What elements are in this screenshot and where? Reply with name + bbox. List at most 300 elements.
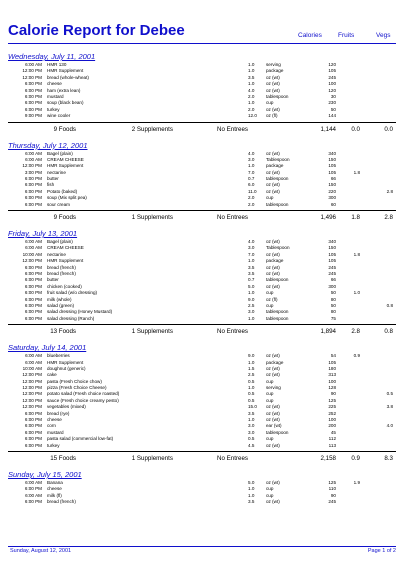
entry-unit: oz (wt) [266, 365, 280, 371]
day-title: Saturday, July 14, 2001 [8, 343, 87, 353]
entry-quantity: 1.0 [248, 100, 255, 106]
summary-vegs: 0.0 [384, 125, 393, 133]
entry-quantity: 0.5 [248, 397, 255, 403]
entry-quantity: 2.0 [248, 106, 255, 112]
entry-quantity: 4.5 [248, 442, 255, 448]
entry-calories: 230 [328, 100, 336, 106]
entry-unit: serving [266, 385, 281, 391]
entry-food: salad (green) [47, 302, 75, 308]
entry-calories: 80 [330, 309, 336, 315]
entry-food: sour cream [47, 201, 70, 207]
entry-food: butter [47, 277, 59, 283]
entry-unit: oz (wt) [266, 442, 280, 448]
entry-food: HMR Supplement [47, 68, 84, 74]
entry-calories: 125 [328, 479, 336, 485]
entry-quantity: 2.5 [248, 372, 255, 378]
summary-calories: 2,158 [320, 454, 336, 462]
entry-food: milk (fl) [47, 492, 62, 498]
day-summary [8, 211, 396, 225]
entry-calories: 150 [328, 245, 336, 251]
entry-time: 12:00 PM [22, 397, 42, 403]
day-title: Friday, July 13, 2001 [8, 229, 78, 239]
entry-quantity: 3.5 [248, 264, 255, 270]
entry-time: 6:00 PM [24, 410, 42, 416]
entry-unit: oz (wt) [266, 182, 280, 188]
entry-unit: Tablespoon [266, 245, 290, 251]
entry-food: HMR Supplement [47, 359, 84, 365]
entry-unit: oz (wt) [266, 87, 280, 93]
entry-quantity: 3.5 [248, 499, 255, 505]
entry-time: 9:00 PM [24, 113, 42, 119]
entry-food: pasta salad (commercial low-fat) [47, 436, 114, 442]
entry-fruits: 0.9 [353, 353, 360, 359]
entry-time: 6:00 PM [24, 182, 42, 188]
entry-unit: cup [266, 302, 274, 308]
entry-quantity: 15.0 [248, 404, 257, 410]
entry-calories: 90 [330, 391, 336, 397]
entry-food: turkey [47, 442, 60, 448]
day-section [8, 343, 396, 466]
entry-unit: oz (wt) [266, 264, 280, 270]
entry-vegs: 4.0 [386, 423, 393, 429]
entry-quantity: 12.0 [248, 113, 257, 119]
food-entry-row [8, 113, 396, 119]
entry-quantity: 1.5 [248, 365, 255, 371]
entry-calories: 245 [328, 499, 336, 505]
entry-calories: 105 [328, 251, 336, 257]
entry-time: 6:00 AM [25, 492, 42, 498]
entry-time: 6:00 AM [25, 479, 42, 485]
entry-food: vegetables (mixed) [47, 404, 86, 410]
entry-unit: oz (wt) [266, 410, 280, 416]
entry-unit: oz (fl) [266, 113, 278, 119]
entry-calories: 150 [328, 182, 336, 188]
day-title: Thursday, July 12, 2001 [8, 140, 88, 150]
entry-unit: cup [266, 290, 274, 296]
entry-unit: ear (wt) [266, 423, 282, 429]
entry-time: 6:00 PM [24, 436, 42, 442]
entry-quantity: 6.0 [248, 182, 255, 188]
entry-unit: package [266, 163, 284, 169]
entry-calories: 313 [328, 372, 336, 378]
entry-quantity: 4.0 [248, 239, 255, 245]
entry-unit: oz (wt) [266, 372, 280, 378]
entry-food: doughnut (generic) [47, 365, 86, 371]
entry-quantity: 1.0 [248, 290, 255, 296]
entry-food: bread (whole-wheat) [47, 74, 89, 80]
entry-food: cake [47, 372, 57, 378]
entry-unit: cup [266, 100, 274, 106]
summary-vegs: 2.8 [384, 214, 393, 222]
entry-food: bread (rye) [47, 410, 70, 416]
entry-quantity: 9.0 [248, 353, 255, 359]
entry-food: pasta (Fresh Choice chow) [47, 378, 102, 384]
entry-food: cheese [47, 81, 62, 87]
entry-unit: cup [266, 391, 274, 397]
entry-unit: oz (wt) [266, 106, 280, 112]
entry-quantity: 9.0 [248, 296, 255, 302]
entry-time: 12:00 PM [22, 385, 42, 391]
entry-unit: oz (wt) [266, 270, 280, 276]
entry-food: fruit salad (w/o dressing) [47, 290, 98, 296]
entry-vegs: 0.8 [386, 302, 393, 308]
summary-fruits: 2.8 [351, 328, 360, 336]
entry-time: 6:00 PM [24, 87, 42, 93]
entry-unit: oz (wt) [266, 169, 280, 175]
entry-unit: oz (wt) [266, 251, 280, 257]
entry-vegs: 0.5 [386, 391, 393, 397]
entry-calories: 105 [328, 359, 336, 365]
entry-time: 6:00 PM [24, 81, 42, 87]
entry-time: 6:00 PM [24, 195, 42, 201]
entry-food: CREAM CHEESE [47, 245, 84, 251]
entry-quantity: 3.5 [248, 410, 255, 416]
entry-food: milk (whole) [47, 296, 72, 302]
entry-time: 6:00 PM [24, 100, 42, 106]
entry-calories: 128 [328, 385, 336, 391]
entry-time: 12:00 PM [22, 391, 42, 397]
entry-time: 6:00 PM [24, 499, 42, 505]
summary-calories: 1,144 [320, 125, 336, 133]
entry-calories: 80 [330, 296, 336, 302]
entry-calories: 120 [328, 62, 336, 67]
entry-calories: 150 [328, 156, 336, 162]
entry-calories: 110 [328, 486, 336, 492]
entry-calories: 225 [328, 404, 336, 410]
entry-calories: 45 [330, 429, 336, 435]
entry-food: salad dressing (Ranch) [47, 315, 95, 321]
entry-fruits: 1.0 [353, 290, 360, 296]
entry-food: mustard [47, 93, 64, 99]
entry-quantity: 5.0 [248, 283, 255, 289]
entry-unit: Tablespoon [266, 156, 290, 162]
summary-fruits: 0.0 [351, 125, 360, 133]
entry-food: bread (french) [47, 270, 76, 276]
entry-food: pizza (Fresh Choice Cheese) [47, 385, 107, 391]
entry-time: 6:00 AM [25, 353, 42, 359]
entry-unit: oz (wt) [266, 283, 280, 289]
entry-quantity: 7.0 [248, 169, 255, 175]
entry-food: nectarine [47, 169, 66, 175]
entry-fruits: 1.8 [353, 169, 360, 175]
entry-unit: tablespoon [266, 429, 289, 435]
entry-time: 6:00 PM [24, 270, 42, 276]
entry-unit: tablespoon [266, 93, 289, 99]
entry-time: 6:00 AM [25, 359, 42, 365]
entry-calories: 113 [328, 442, 336, 448]
entry-time: 12:00 PM [22, 74, 42, 80]
entry-food: Bagel (plain) [47, 239, 73, 245]
entry-unit: oz (wt) [266, 499, 280, 505]
entry-time: 10:00 AM [22, 365, 42, 371]
entry-quantity: 1.0 [248, 81, 255, 87]
entry-time: 6:00 PM [24, 302, 42, 308]
entry-quantity: 11.0 [248, 188, 257, 194]
entry-calories: 252 [328, 410, 336, 416]
entry-time: 6:00 AM [25, 62, 42, 67]
entry-calories: 120 [328, 87, 336, 93]
day-summary [8, 452, 396, 466]
entry-calories: 340 [328, 239, 336, 245]
entry-unit: tablespoon [266, 176, 289, 182]
summary-foods: 9 Foods [53, 214, 76, 222]
entry-calories: 90 [330, 492, 336, 498]
fruits-column-header: Fruits [338, 32, 355, 39]
entry-unit: oz (wt) [266, 404, 280, 410]
entry-quantity: 2.0 [248, 201, 255, 207]
entry-calories: 245 [328, 74, 336, 80]
summary-calories: 1,496 [320, 214, 336, 222]
entry-quantity: 3.0 [248, 156, 255, 162]
entry-calories: 105 [328, 169, 336, 175]
entry-time: 12:00 PM [22, 68, 42, 74]
report-header [8, 22, 396, 44]
entry-calories: 300 [328, 195, 336, 201]
day-summary [8, 123, 396, 137]
entry-quantity: 3.0 [248, 429, 255, 435]
entry-quantity: 0.7 [248, 176, 255, 182]
entry-fruits: 1.9 [353, 479, 360, 485]
entry-time: 6:00 PM [24, 417, 42, 423]
entry-quantity: 1.0 [248, 486, 255, 492]
entry-unit: oz (wt) [266, 417, 280, 423]
day-section [8, 52, 396, 137]
summary-foods: 15 Foods [50, 454, 76, 462]
entry-unit: tablespoon [266, 201, 289, 207]
entry-calories: 54 [330, 353, 336, 359]
entry-time: 6:00 PM [24, 201, 42, 207]
entry-unit: tablespoon [266, 309, 289, 315]
entry-time: 10:00 AM [22, 251, 42, 257]
entry-food: mustard [47, 429, 64, 435]
entry-calories: 60 [330, 201, 336, 207]
entry-food: Banana [47, 479, 63, 485]
entry-time: 6:00 AM [25, 245, 42, 251]
entry-time: 12:00 PM [22, 258, 42, 264]
entry-calories: 66 [330, 277, 336, 283]
entry-calories: 100 [328, 81, 336, 87]
entry-calories: 112 [328, 436, 336, 442]
entry-food: chicken (cooked) [47, 283, 82, 289]
entry-calories: 50 [330, 290, 336, 296]
entry-unit: cup [266, 492, 274, 498]
entry-food: wine cooler [47, 113, 71, 119]
entry-calories: 75 [330, 315, 336, 321]
entry-calories: 220 [328, 188, 336, 194]
entry-time: 12:00 PM [22, 163, 42, 169]
entry-food: potato salad (Fresh choice roasted) [47, 391, 120, 397]
day-summary [8, 325, 396, 339]
entry-calories: 245 [328, 264, 336, 270]
entry-unit: cup [266, 436, 274, 442]
entry-food: soup (Mix split pea) [47, 195, 87, 201]
entry-calories: 144 [328, 113, 336, 119]
entry-vegs: 3.8 [386, 404, 393, 410]
entry-quantity: 4.0 [248, 150, 255, 156]
entry-time: 6:00 AM [25, 156, 42, 162]
entry-unit: oz (wt) [266, 353, 280, 359]
entry-food: Potato (baked) [47, 188, 78, 194]
entry-unit: cup [266, 486, 274, 492]
entry-time: 12:00 PM [22, 378, 42, 384]
entry-unit: oz (wt) [266, 479, 280, 485]
entry-food: bread (french) [47, 264, 76, 270]
entry-quantity: 7.0 [248, 251, 255, 257]
entry-time: 12:00 PM [22, 404, 42, 410]
entry-food: fish [47, 182, 55, 188]
entry-quantity: 1.0 [248, 258, 255, 264]
entry-time: 6:00 PM [24, 296, 42, 302]
page-number: Page 1 of 2 [367, 548, 396, 554]
entry-quantity: 1.0 [248, 385, 255, 391]
entry-time: 12:00 PM [22, 372, 42, 378]
summary-supplements: 1 Supplements [131, 454, 173, 462]
entry-calories: 125 [328, 397, 336, 403]
entry-time: 6:00 PM [24, 290, 42, 296]
summary-fruits: 1.8 [351, 214, 360, 222]
summary-supplements: 2 Supplements [131, 125, 173, 133]
entry-quantity: 0.7 [248, 277, 255, 283]
entry-unit: package [266, 359, 284, 365]
entry-calories: 300 [328, 283, 336, 289]
entry-quantity: 1.0 [248, 492, 255, 498]
entry-time: 6:00 PM [24, 188, 42, 194]
entry-time: 6:00 PM [24, 277, 42, 283]
entry-unit: cup [266, 195, 274, 201]
entry-calories: 100 [328, 378, 336, 384]
entry-time: 6:00 PM [24, 309, 42, 315]
vegs-column-header: Vegs [376, 32, 391, 39]
entry-food: turkey [47, 106, 60, 112]
entry-unit: oz (wt) [266, 239, 280, 245]
entry-food: cheese [47, 417, 62, 423]
entry-food: butter [47, 176, 59, 182]
summary-entrees: No Entrees [217, 125, 248, 133]
entry-fruits: 1.8 [353, 251, 360, 257]
entry-unit: oz (wt) [266, 81, 280, 87]
entry-calories: 66 [330, 176, 336, 182]
entry-quantity: 0.5 [248, 436, 255, 442]
entry-quantity: 2.5 [248, 302, 255, 308]
entry-time: 6:00 PM [24, 106, 42, 112]
entry-time: 6:00 PM [24, 442, 42, 448]
entry-quantity: 3.5 [248, 270, 255, 276]
entry-food: salad dressing (Honey Mustard) [47, 309, 113, 315]
entry-calories: 50 [330, 302, 336, 308]
entry-time: 6:00 AM [25, 150, 42, 156]
day-section [8, 229, 396, 339]
entry-food: cheese [47, 486, 62, 492]
entry-quantity: 0.5 [248, 391, 255, 397]
entry-unit: serving [266, 62, 281, 67]
entry-time: 6:00 PM [24, 93, 42, 99]
entry-food: bread (french) [47, 499, 76, 505]
entry-quantity: 3.0 [248, 245, 255, 251]
summary-fruits: 0.9 [351, 454, 360, 462]
entry-calories: 50 [330, 106, 336, 112]
entry-quantity: 3.0 [248, 309, 255, 315]
summary-supplements: 1 Supplements [131, 328, 173, 336]
entry-quantity: 4.0 [248, 87, 255, 93]
entry-time: 6:00 PM [24, 429, 42, 435]
entry-unit: oz (wt) [266, 150, 280, 156]
entry-unit: oz (wt) [266, 188, 280, 194]
entry-unit: cup [266, 378, 274, 384]
entry-time: 6:00 PM [24, 486, 42, 492]
summary-entrees: No Entrees [217, 214, 248, 222]
day-section [8, 470, 396, 506]
entry-food: blueberries [47, 353, 70, 359]
entry-food: Bagel (plain) [47, 150, 73, 156]
entry-calories: 245 [328, 270, 336, 276]
day-title: Wednesday, July 11, 2001 [8, 52, 96, 61]
entry-food: HMR Supplement [47, 163, 84, 169]
entry-time: 6:00 PM [24, 264, 42, 270]
entry-unit: oz (wt) [266, 74, 280, 80]
entry-food: nectarine [47, 251, 66, 257]
entry-quantity: 3.5 [248, 74, 255, 80]
entry-quantity: 2.0 [248, 93, 255, 99]
entry-vegs: 2.8 [386, 188, 393, 194]
entry-food: HMR Supplement [47, 258, 84, 264]
food-entry-row [8, 499, 396, 505]
summary-entrees: No Entrees [217, 328, 248, 336]
entry-calories: 100 [328, 417, 336, 423]
entry-food: corn [47, 423, 56, 429]
entry-time: 6:00 AM [25, 239, 42, 245]
footer-divider [8, 546, 396, 547]
entry-quantity: 1.0 [248, 417, 255, 423]
report-body [8, 52, 396, 510]
summary-foods: 9 Foods [53, 125, 76, 133]
entry-calories: 105 [328, 163, 336, 169]
entry-unit: package [266, 258, 284, 264]
day-section [8, 141, 396, 226]
entry-quantity: 0.5 [248, 378, 255, 384]
entry-time: 3:00 PM [24, 169, 42, 175]
entry-unit: cup [266, 397, 274, 403]
summary-entrees: No Entrees [217, 454, 248, 462]
summary-supplements: 1 Supplements [131, 214, 173, 222]
entry-quantity: 1.0 [248, 315, 255, 321]
entry-quantity: 1.0 [248, 163, 255, 169]
entry-unit: tablespoon [266, 277, 289, 283]
summary-vegs: 8.3 [384, 454, 393, 462]
food-entry-row [8, 202, 396, 208]
entry-unit: package [266, 68, 284, 74]
entry-food: sauce (Fresh choice creamy pesto) [47, 397, 119, 403]
entry-time: 6:00 PM [24, 315, 42, 321]
entry-quantity: 1.0 [248, 359, 255, 365]
entry-calories: 105 [328, 68, 336, 74]
entry-quantity: 1.0 [248, 68, 255, 74]
entry-calories: 340 [328, 150, 336, 156]
entry-food: soup (black bean) [47, 100, 84, 106]
entry-quantity: 5.0 [248, 479, 255, 485]
summary-foods: 13 Foods [50, 328, 76, 336]
entry-calories: 200 [328, 423, 336, 429]
food-entry-row [8, 443, 396, 449]
entry-unit: tablespoon [266, 315, 289, 321]
calories-column-header: Calories [298, 32, 322, 39]
entry-calories: 30 [330, 93, 336, 99]
entry-unit: oz (fl) [266, 296, 278, 302]
entry-food: ham (extra lean) [47, 87, 81, 93]
entry-food: HMR 130 [47, 62, 67, 67]
header-divider [8, 43, 396, 44]
entry-time: 6:00 PM [24, 176, 42, 182]
entry-time: 6:00 PM [24, 283, 42, 289]
